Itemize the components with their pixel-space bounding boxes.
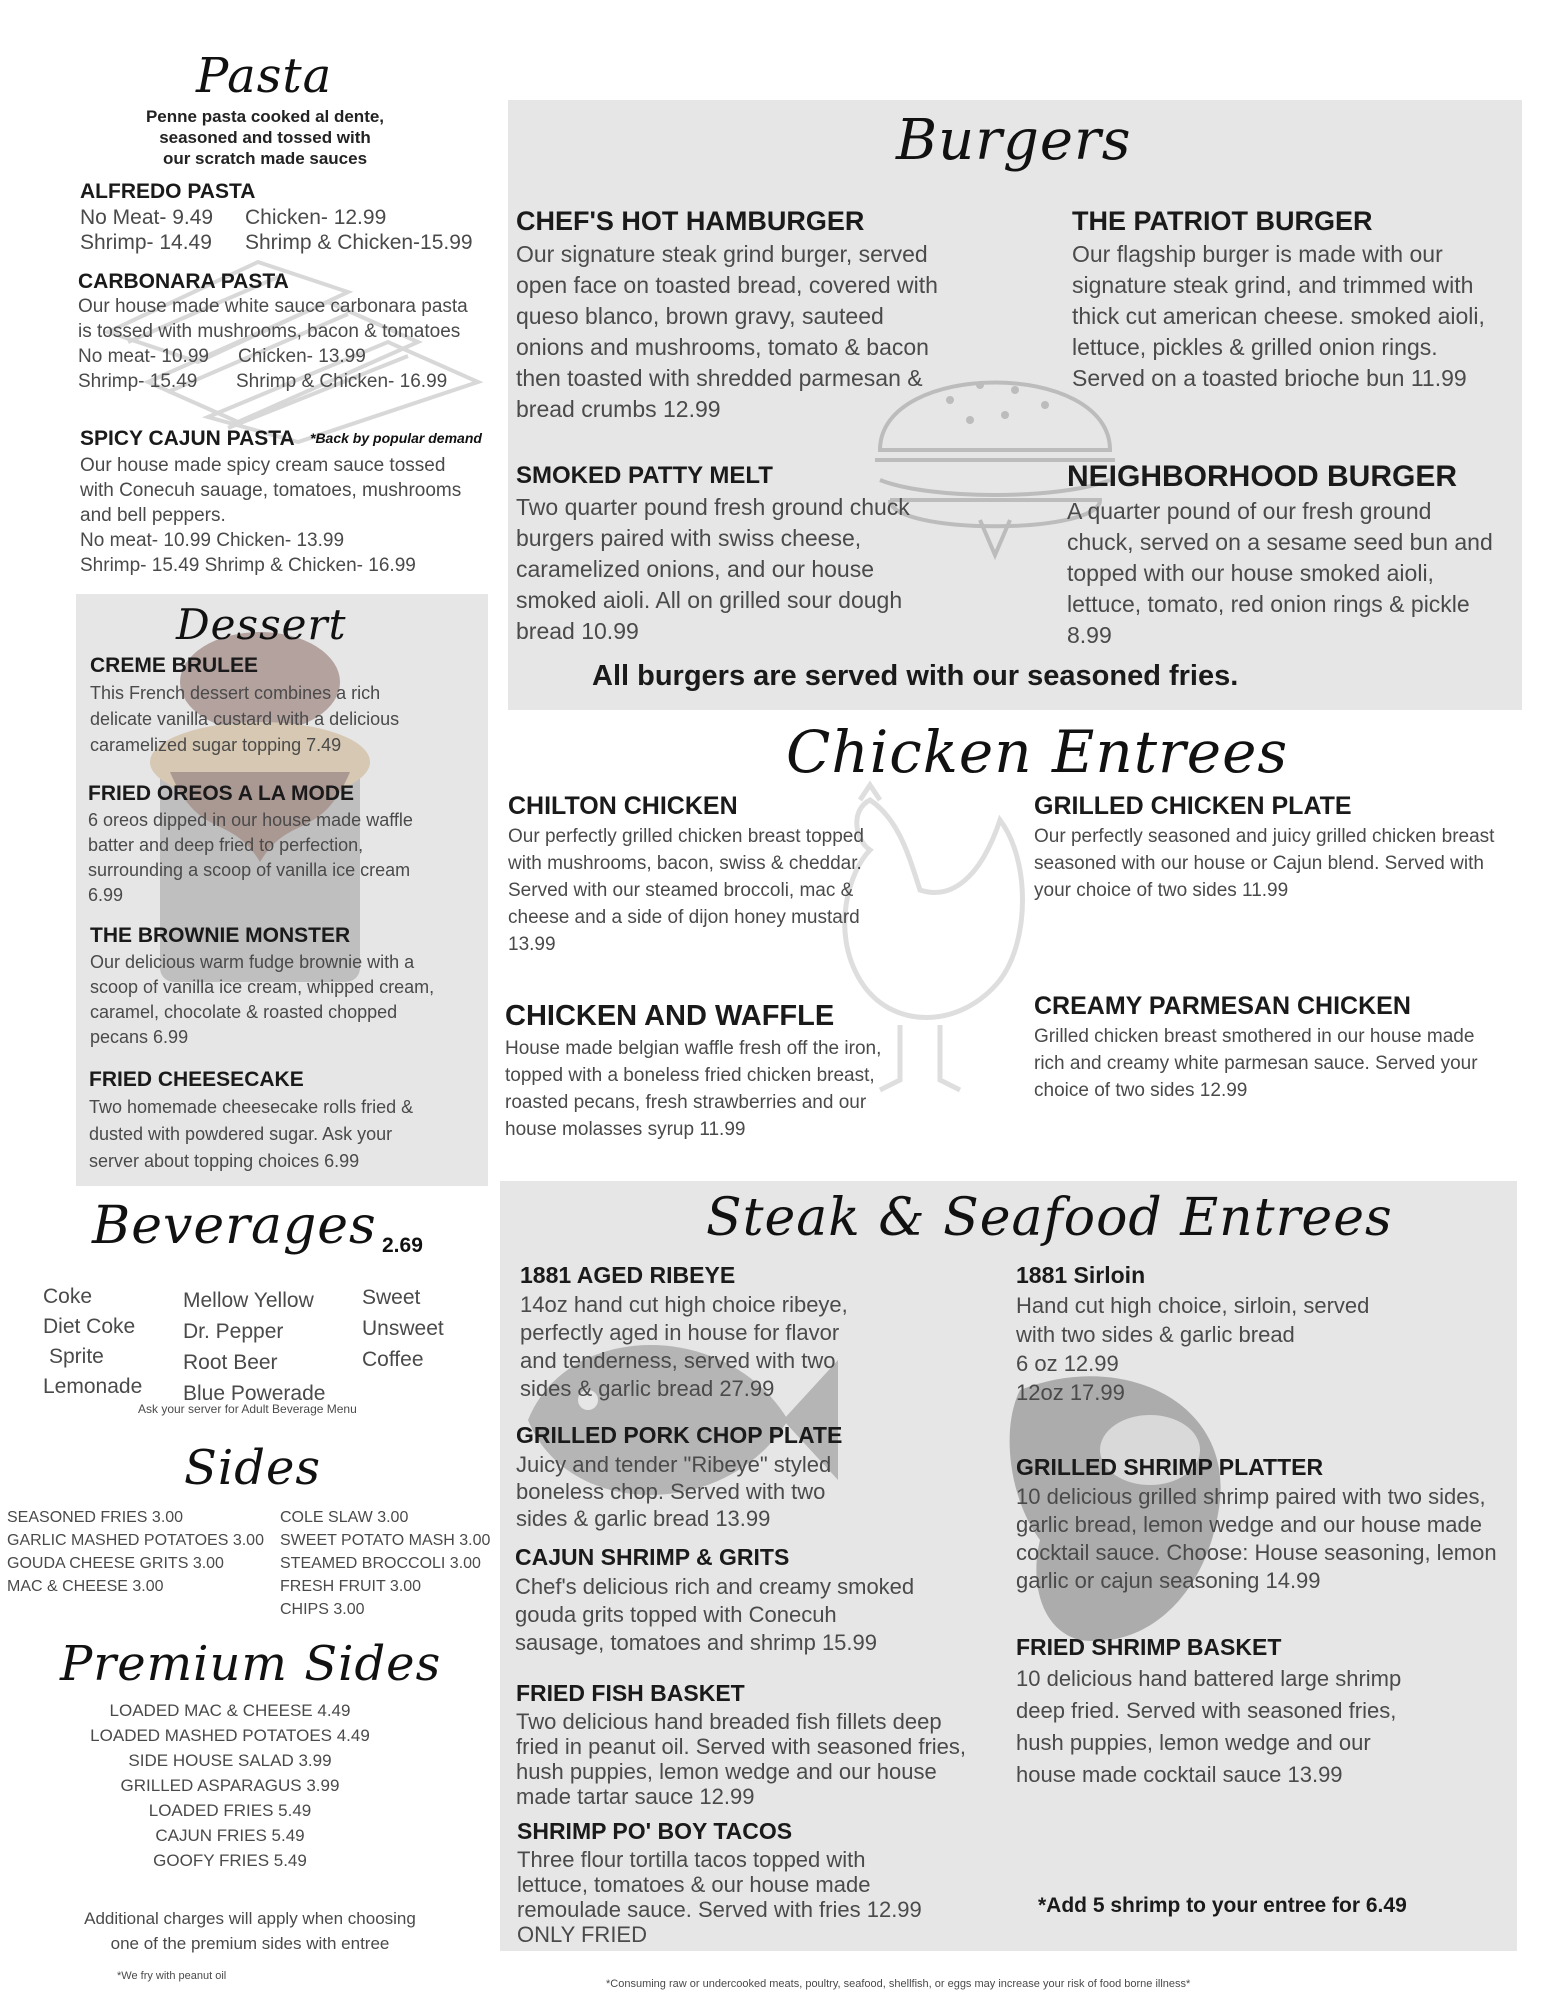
chicken-item-parmesan: CREAMY PARMESAN CHICKEN Grilled chicken breast smothered in our house made rich and creamy white parmesan sauce. Served your choice of two sides 12.99 [1034,992,1478,1101]
premium-sides-note: Additional charges will apply when choosing one of the premium sides with entree [84,1909,416,1953]
dessert-item-brownie: THE BROWNIE MONSTER Our delicious warm fudge brownie with a scoop of vanilla ice cream, whipped cream, caramel, chocolate & roasted chopped pecans 6.99 [90,924,435,1047]
beverages-price: 2.69 [382,1234,423,1257]
cajun-note: *Back by popular demand [310,430,482,446]
chicken-heading: Chicken Entrees [786,718,1289,786]
pasta-heading: Pasta [196,48,333,104]
chicken-item-grilled-plate: GRILLED CHICKEN PLATE Our perfectly seasoned and juicy grilled chicken breast seasoned with our house or Cajun blend. Served with your choice of two sides 11.99 [1034,792,1495,901]
premium-sides-heading: Premium Sides [60,1636,442,1692]
steak-item-fried-shrimp: FRIED SHRIMP BASKET 10 delicious hand battered large shrimp deep fried. Served with seasoned fries, hush puppies, lemon wedge and our house made cocktail sauce 13.99 [1016,1634,1402,1787]
steak-item-ribeye: 1881 AGED RIBEYE 14oz hand cut high choice ribeye, perfectly aged in house for flavor and tenderness, served with two sides & garlic bread 27.99 [520,1262,848,1401]
steak-heading: Steak & Seafood Entrees [706,1188,1393,1248]
steak-item-shrimp-platter: GRILLED SHRIMP PLATTER 10 delicious grilled shrimp paired with two sides, garlic bread, lemon wedge and our house made cocktail sauce. Choose: House seasoning, lemon garlic or cajun seasoning 14.99 [1016,1454,1497,1593]
dessert-item-creme-brulee: CREME BRULEE This French dessert combines a rich delicate vanilla custard with a delicious caramelized sugar topping 7.49 [90,654,400,755]
alfredo-title: ALFREDO PASTA [80,180,256,203]
steak-item-fried-fish: FRIED FISH BASKET Two delicious hand breaded fish fillets deep fried in peanut oil. Served with seasoned fries, hush puppies, lemon wedge and our house made tartar sauce 12.99 [516,1680,967,1809]
beverages-heading: Beverages [92,1196,377,1256]
chicken-item-waffle: CHICKEN AND WAFFLE House made belgian waffle fresh off the iron, topped with a boneless fried chicken breast, roasted pecans, fresh strawberries and our house molasses syrup 11.99 [505,1000,882,1140]
sides-col1: SEASONED FRIES 3.00 GARLIC MASHED POTATOES 3.00 GOUDA CHEESE GRITS 3.00 MAC & CHEESE 3.00 [7,1509,264,1595]
beverages-note: Ask your server for Adult Beverage Menu [138,1402,357,1416]
burger-item-patriot: THE PATRIOT BURGER Our flagship burger is made with our signature steak grind, and trimmed with thick cut american cheese. smoked aioli, lettuce, pickles & grilled onion rings. Served on a toasted brioche bun 11.99 [1072,206,1485,391]
steak-item-pork-chop: GRILLED PORK CHOP PLATE Juicy and tender "Ribeye" styled boneless chop. Served with two sides & garlic bread 13.99 [516,1422,843,1531]
cajun-pasta-title: SPICY CAJUN PASTA [80,427,295,450]
food-safety-disclaimer: *Consuming raw or undercooked meats, poultry, seafood, shellfish, or eggs may increase your risk of food borne illness* [606,1978,1191,1990]
dessert-item-fried-oreos: FRIED OREOS A LA MODE 6 oreos dipped in our house made waffle batter and deep fried to perfection, surrounding a scoop of vanilla ice cream 6.99 [88,782,413,905]
steak-item-sirloin: 1881 Sirloin Hand cut high choice, sirloin, served with two sides & garlic bread 6 oz 12.99 12oz 17.99 [1016,1262,1370,1405]
sides-heading: Sides [184,1440,321,1496]
beverages-col3: Sweet Unsweet Coffee [362,1286,444,1371]
shrimp-addon: *Add 5 shrimp to your entree for 6.49 [1038,1894,1407,1917]
sides-col2: COLE SLAW 3.00 SWEET POTATO MASH 3.00 STEAMED BROCCOLI 3.00 FRESH FRUIT 3.00 CHIPS 3.00 [280,1509,491,1618]
beverages-col2: Mellow Yellow Dr. Pepper Root Beer Blue Powerade [183,1289,326,1405]
burgers-footer: All burgers are served with our seasoned fries. [592,660,1239,692]
chicken-item-chilton: CHILTON CHICKEN Our perfectly grilled chicken breast topped with mushrooms, bacon, swiss & cheddar. Served with our steamed broccoli, mac & cheese and a side of dijon honey mustard 13.99 [508,792,864,955]
burger-item-patty-melt: SMOKED PATTY MELT Two quarter pound fresh ground chuck burgers paired with swiss cheese, caramelized onions, and our house smoked aioli. All on grilled sour dough bread 10.99 [516,462,910,644]
burger-item-neighborhood: NEIGHBORHOOD BURGER A quarter pound of our fresh ground chuck, served on a sesame seed bun and topped with our house smoked aioli, lettuce, tomato, red onion rings & pickle 8.99 [1067,460,1493,648]
dessert-item-cheesecake: FRIED CHEESECAKE Two homemade cheesecake rolls fried & dusted with powdered sugar. Ask your server about topping choices 6.99 [89,1068,414,1171]
peanut-oil-note: *We fry with peanut oil [117,1970,227,1982]
carbonara-title: CARBONARA PASTA [78,270,289,293]
steak-item-cajun-shrimp-grits: CAJUN SHRIMP & GRITS Chef's delicious rich and creamy smoked gouda grits topped with Conecuh sausage, tomatoes and shrimp 15.99 [515,1544,915,1655]
steak-item-po-boy-tacos: SHRIMP PO' BOY TACOS Three flour tortilla tacos topped with lettuce, tomatoes & our house made remoulade sauce. Served with fries 12.99 ONLY FRIED [517,1818,922,1947]
cajun-desc: Our house made spicy cream sauce tossed with Conecuh sauage, tomatoes, mushrooms and bell peppers. No meat- 10.99 Chicken- 13.99 Shrimp- 15.49 Shrimp & Chicken- 16.99 [80,455,462,576]
burgers-heading: Burgers [896,108,1132,173]
dessert-heading: Dessert [176,600,347,649]
burger-item-chefs-hot: CHEF'S HOT HAMBURGER Our signature steak grind burger, served open face on toasted bread, covered with queso blanco, brown gravy, sauteed onions and mushrooms, tomato & bacon then toasted with shredded parmesan & bread crumbs 12.99 [516,206,938,422]
pasta-intro: Penne pasta cooked al dente, seasoned and tossed with our scratch made sauces [145,107,385,168]
beverages-col1: Coke Diet Coke Sprite Lemonade [43,1285,143,1398]
premium-sides-list: LOADED MAC & CHEESE 4.49 LOADED MASHED POTATOES 4.49 SIDE HOUSE SALAD 3.99 GRILLED ASPARAGUS 3.99 LOADED FRIES 5.49 CAJUN FRIES 5.49 GOOFY FRIES 5.49 [90,1701,370,1870]
